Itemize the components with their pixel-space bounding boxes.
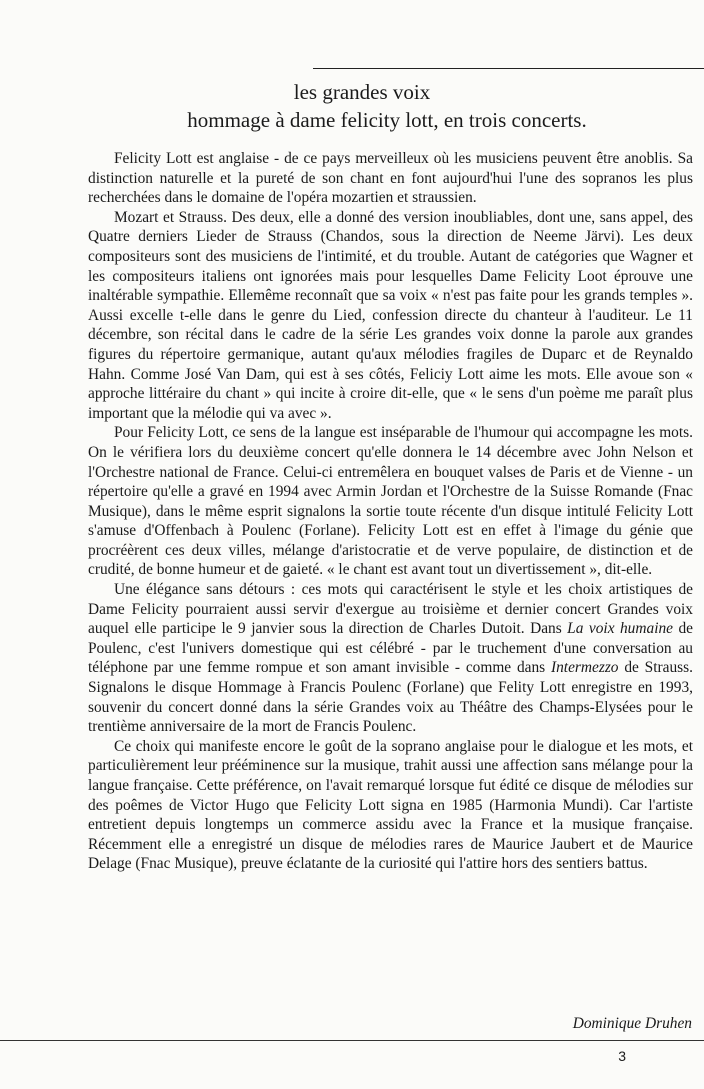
paragraph-4-part-3: de Strauss. Signalons le disque Hommage à Francis Poulenc (Forlane) que Felity Lott enregistre en 1993, souvenir du concert donné dans la série Grandes voix au Théâtre des Champs-Elysées pour le trentième anniversaire de la mort de Francis Poulenc. — [88, 659, 693, 736]
title-line-2: hommage à dame felicity lott, en trois concerts. — [187, 108, 587, 132]
paragraph-3: Pour Felicity Lott, ce sens de la langue est inséparable de l'humour qui accompagne les mots. On le vérifiera lors du deuxième concert qu'elle donnera le 14 décembre avec John Nelson et l'Orchestre national de France. Celui-ci entremêlera en bouquet valses de Paris et de Vienne - un répertoire qu'elle a gravé en 1994 avec Armin Jordan et l'Orchestre de la Suisse Romande (Fnac Musique), dans le même esprit signalons la sortie toute récente d'un disque intitulé Felicity Lott s'amuse d'Offenbach à Poulenc (Forlane). Felicity Lott est en effet à l'image du génie que procréèrent ces deux villes, mélange d'aristocratie et de verve populaire, de distinction et de crudité, de bonne humeur et de gaieté. « le chant est avant tout un divertissement », dit-elle. — [88, 424, 693, 579]
opera-title-la-voix-humaine: La voix humaine — [567, 620, 673, 638]
paragraph-4-part-2: de Poulenc, c'est l'univers domestique qui est célébré - par le truchement d'une conversation au téléphone par une femme rompue et son amant invisible - comme dans — [88, 620, 693, 677]
page-number: 3 — [618, 1048, 626, 1064]
title-block — [0, 78, 704, 134]
paragraph-4 — [88, 580, 693, 737]
title-line-1: les grandes voix — [293, 80, 431, 104]
paragraph-4-part-1: Une élégance sans détours : ces mots qui caractérisent le style et les choix artistiques de Dame Felicity pourraient aussi servir d'exergue au troisième et dernier concert Grandes voix auquel elle participe le 9 janvier sous la direction de Charles Dutoit. Dans — [88, 581, 693, 638]
paragraph-2: Mozart et Strauss. Des deux, elle a donné des version inoubliables, dont une, sans appel, des Quatre derniers Lieder de Strauss (Chandos, sous la direction de Neeme Järvi). Les deux compositeurs sont des musiciens de l'intimité, et du trouble. Autant de catégories que Wagner et les compositeurs italiens ont ignorées mais pour lesquelles Dame Felicity Loot éprouve une inaltérable sympathie. Ellemême reconnaît que sa voix « n'est pas faite pour les grands temples ». Aussi excelle t-elle dans le genre du Lied, confession directe du chanteur à l'auditeur. Le 11 décembre, son récital dans le cadre de la série Les grandes voix donne la parole aux grandes figures du répertoire germanique, autant qu'aux mélodies fragiles de Duparc et de Reynaldo Hahn. Comme José Van Dam, qui est à ses côtés, Feliciy Lott aime les mots. Elle avoue son « approche littéraire du chant » qui incite à croire dit-elle, que « le sens d'un poème me paraît plus important que la mélodie qui va avec ». — [88, 208, 693, 422]
article-body — [88, 149, 693, 874]
opera-title-intermezzo: Intermezzo — [550, 659, 619, 677]
paragraph-5: Ce choix qui manifeste encore le goût de la soprano anglaise pour le dialogue et les mots, et particulièrement leur prééminence sur la musique, trahit aussi une affection sans mélange pour la langue française. Cette préférence, on l'avait remarqué lorsque fut édité ce disque de mélodies sur des poêmes de Victor Hugo que Felicity Lott signa en 1985 (Harmonia Mundi). Car l'artiste entretient depuis longtemps un commerce assidu avec la France et la musique française. Récemment elle a enregistré un disque de mélodies rares de Maurice Jaubert et de Maurice Delage (Fnac Musique), preuve éclatante de la curiosité qui l'attire hors des sentiers battus. — [88, 737, 693, 873]
paragraph-1: Felicity Lott est anglaise - de ce pays merveilleux où les musiciens peuvent être anoblis. Sa distinction naturelle et la pureté de son chant en font aujourd'hui l'une des sopranos les plus recherchées dans le domaine de l'opéra mozartien et straussien. — [88, 150, 693, 207]
bottom-rule — [0, 1040, 704, 1041]
author-signature: Dominique Druhen — [572, 1015, 692, 1032]
top-rule — [313, 68, 704, 69]
